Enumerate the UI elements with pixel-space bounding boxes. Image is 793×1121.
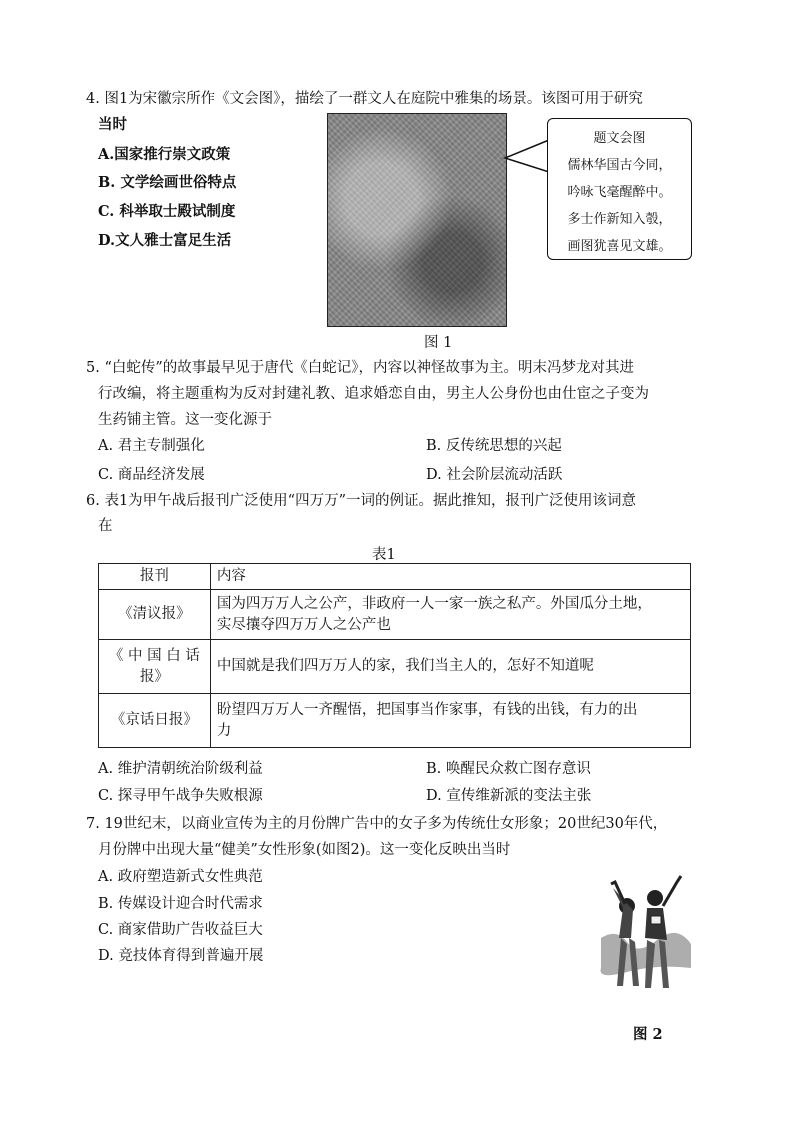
content-line: 力 bbox=[216, 722, 232, 739]
callout-pointer bbox=[503, 138, 553, 178]
poem-title: 题文会图 bbox=[593, 131, 646, 146]
q7-stem-line2: 月份牌中出现大量“健美”女性形象(如图2)。这一变化反映出当时 bbox=[98, 842, 511, 858]
paper-name: 《清议报》 bbox=[118, 606, 191, 622]
q4-option-d: D.文人雅士富足生活 bbox=[98, 232, 232, 249]
q4-stem-line2: 当时 bbox=[98, 116, 127, 133]
q7-option-b: B. 传媒设计迎合时代需求 bbox=[98, 896, 263, 912]
table-cell-content bbox=[210, 694, 690, 748]
figure-1-caption: 图 1 bbox=[424, 335, 453, 351]
q4-option-b: B. 文学绘画世俗特点 bbox=[98, 174, 237, 191]
q7-option-a: A. 政府塑造新式女性典范 bbox=[98, 869, 263, 885]
table-cell-paper bbox=[99, 640, 211, 694]
q6-stem-line2: 在 bbox=[98, 518, 113, 534]
q5-stem-line3: 生药铺主管。这一变化源于 bbox=[98, 412, 272, 428]
newspaper-table bbox=[98, 563, 691, 748]
q5-option-b: B. 反传统思想的兴起 bbox=[426, 438, 562, 454]
paper-name: 报》 bbox=[139, 668, 169, 685]
content-line: 盼望四万万人一齐醒悟，把国事当作家事，有钱的出钱，有力的出 bbox=[216, 701, 638, 718]
athletic-women-image bbox=[597, 868, 695, 1000]
paper-name: 《京话日报》 bbox=[110, 712, 198, 728]
q5-stem-line1: 5. “白蛇传”的故事最早见于唐代《白蛇记》，内容以神怪故事为主。明末冯梦龙对其进 bbox=[86, 360, 635, 376]
figure-2-caption: 图 2 bbox=[633, 1026, 663, 1043]
q6-option-b: B. 唤醒民众救亡图存意识 bbox=[426, 761, 591, 777]
q7-option-c: C. 商家借助广告收益巨大 bbox=[98, 922, 263, 938]
content-line: 国为四万万人之公产，非政府一人一家一族之私产。外国瓜分土地， bbox=[216, 595, 652, 612]
q6-option-d: D. 宣传维新派的变法主张 bbox=[426, 788, 592, 804]
table-cell-content bbox=[210, 590, 690, 640]
content-line: 实尽攘夺四万万人之公产也 bbox=[216, 616, 391, 633]
table-cell-content bbox=[210, 640, 690, 694]
q4-option-c: C. 科举取士殿试制度 bbox=[98, 203, 236, 220]
table-header-row bbox=[99, 564, 691, 590]
q6-option-c: C. 探寻甲午战争失败根源 bbox=[98, 788, 263, 804]
content-line: 中国就是我们四万万人的家，我们当主人的，怎好不知道呢 bbox=[216, 658, 594, 674]
q5-option-a: A. 君主专制强化 bbox=[98, 438, 205, 454]
poem-line: 吟咏飞毫醒醉中。 bbox=[567, 185, 672, 200]
q6-option-a: A. 维护清朝统治阶级利益 bbox=[98, 761, 263, 777]
table-header-paper: 报刊 bbox=[99, 564, 211, 590]
poem-line: 多士作新知入彀， bbox=[567, 212, 672, 227]
poem-callout bbox=[547, 118, 692, 260]
q5-option-d: D. 社会阶层流动活跃 bbox=[426, 467, 563, 483]
table-1-title: 表1 bbox=[372, 547, 396, 563]
q7-stem-line1: 7. 19世纪末，以商业宣传为主的月份牌广告中的女子多为传统仕女形象；20世纪30年代， bbox=[86, 816, 668, 832]
q5-option-c: C. 商品经济发展 bbox=[98, 467, 205, 483]
table-row bbox=[99, 590, 691, 640]
table-row bbox=[99, 694, 691, 748]
table-cell-paper bbox=[99, 590, 211, 640]
table-cell-paper bbox=[99, 694, 211, 748]
q5-stem-line2: 行改编，将主题重构为反对封建礼教、追求婚恋自由，男主人公身份也由仕宦之子变为 bbox=[98, 386, 649, 402]
q6-stem-line1: 6. 表1为甲午战后报刊广泛使用“四万万”一词的例证。据此推知，报刊广泛使用该词意 bbox=[86, 493, 636, 509]
wenhui-painting-image bbox=[327, 113, 507, 327]
poem-line: 儒林华国古今同， bbox=[567, 158, 672, 173]
table-row bbox=[99, 640, 691, 694]
q7-option-d: D. 竞技体育得到普遍开展 bbox=[98, 948, 264, 964]
q4-stem-line1: 4. 图1为宋徽宗所作《文会图》，描绘了一群文人在庭院中雅集的场景。该图可用于研究 bbox=[86, 91, 643, 107]
poem-line: 画图犹喜见文雄。 bbox=[567, 239, 672, 254]
q4-option-a: A.国家推行崇文政策 bbox=[98, 146, 231, 163]
paper-name: 《 中 国 白 话 bbox=[108, 647, 200, 664]
table-header-content: 内容 bbox=[210, 564, 690, 590]
